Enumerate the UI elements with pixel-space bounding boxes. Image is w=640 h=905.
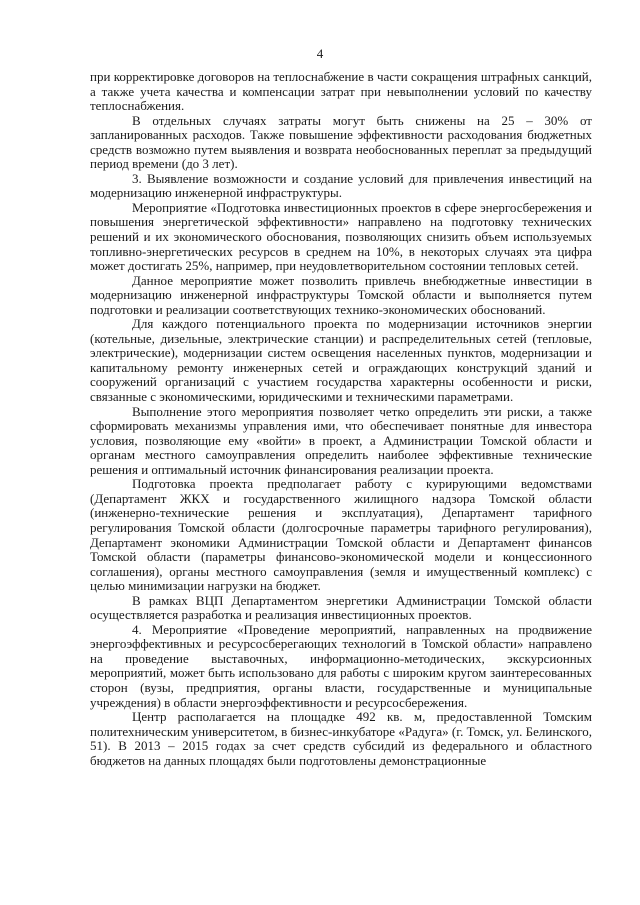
paragraph-1: при корректировке договоров на теплоснабжение в части сокращения штрафных санкций, а также учета качества и компенсации затрат при невыполнении условий по качеству теплоснабжения. bbox=[90, 69, 592, 114]
paragraph-3: 3. Выявление возможности и создание условий для привлечения инвестиций на модернизацию инженерной инфраструктуры. bbox=[90, 170, 592, 201]
paragraph-4: Мероприятие «Подготовка инвестиционных проектов в сфере энергосбережения и повышения энергетической эффективности» направлено на подготовку технических решений и их экономического обоснования, позволяющих снизить объем используемых топливно-энергетических ресурсов в среднем на 10%, в некоторых случаях эта цифра может достигать 25%, например, при неудовлетворительном состоянии тепловых сетей. bbox=[90, 199, 592, 274]
paragraph-2: В отдельных случаях затраты могут быть снижены на 25 – 30% от запланированных расходов. Также повышение эффективности расходования бюджетных средств возможно путем выявления и возврата необоснованных переплат за предыдущий период времени (до 3 лет). bbox=[90, 112, 592, 172]
paragraph-8: Подготовка проекта предполагает работу с курирующими ведомствами (Департамент ЖКХ и государственного жилищного надзора Томской области (инженерно-технические решения и эксплуатация), Департамент тарифного регулирования Томской области (долгосрочные параметры тарифного регулирования), Департамент экономики Администрации Томской области и Департамент финансов Томской области (параметры финансово-экономической модели и концессионного соглашения), органы местного самоуправления (земля и имущественный комплекс) с целью минимизации нагрузки на бюджет. bbox=[90, 476, 592, 594]
paragraph-11: Центр располагается на площадке 492 кв. м, предоставленной Томским политехническим университетом, в бизнес-инкубаторе «Радуга» (г. Томск, ул. Белинского, 51). В 2013 – 2015 годах за счет средств субсидий из федерального и областного бюджетов на данных площадях были подготовлены демонстрационные bbox=[90, 709, 592, 768]
paragraph-5: Данное мероприятие может позволить привлечь внебюджетные инвестиции в модернизацию инженерной инфраструктуры Томской области и выполняется путем подготовки и реализации соответствующих технико-экономических обоснований. bbox=[90, 272, 592, 317]
document-body bbox=[90, 70, 592, 768]
paragraph-6: Для каждого потенциального проекта по модернизации источников энергии (котельные, дизельные, электрические станции) и распределительных сетей (тепловые, электрические), модернизации систем освещения населенных пунктов, модернизации и капитальному ремонту инженерных сетей и ограждающих конструкций зданий и сооружений организаций с участием государства характерны особенности и риски, связанные с экономическими, юридическими и техническими параметрами. bbox=[90, 316, 592, 405]
paragraph-7: Выполнение этого мероприятия позволяет четко определить эти риски, а также сформировать механизмы управления ими, что обеспечивает понятные для инвестора условия, позволяющие ему «войти» в проект, а Администрации Томской области и органам местного самоуправления определить наиболее эффективные технические решения и оптимальный источник финансирования реализации проекта. bbox=[90, 403, 592, 477]
page-number: 4 bbox=[316, 46, 324, 61]
paragraph-9: В рамках ВЦП Департаментом энергетики Администрации Томской области осуществляется разработка и реализация инвестиционных проектов. bbox=[90, 592, 592, 623]
paragraph-10: 4. Мероприятие «Проведение мероприятий, направленных на продвижение энергоэффективных и ресурсосберегающих технологий в Томской области» направлено на проведение выставочных, информационно-методических, экскурсионных мероприятий, может быть использовано для работы с широким кругом заинтересованных сторон (вузы, предприятия, органы власти, государственные и муниципальные учреждения) в области энергоэффективности и ресурсосбережения. bbox=[90, 621, 592, 710]
